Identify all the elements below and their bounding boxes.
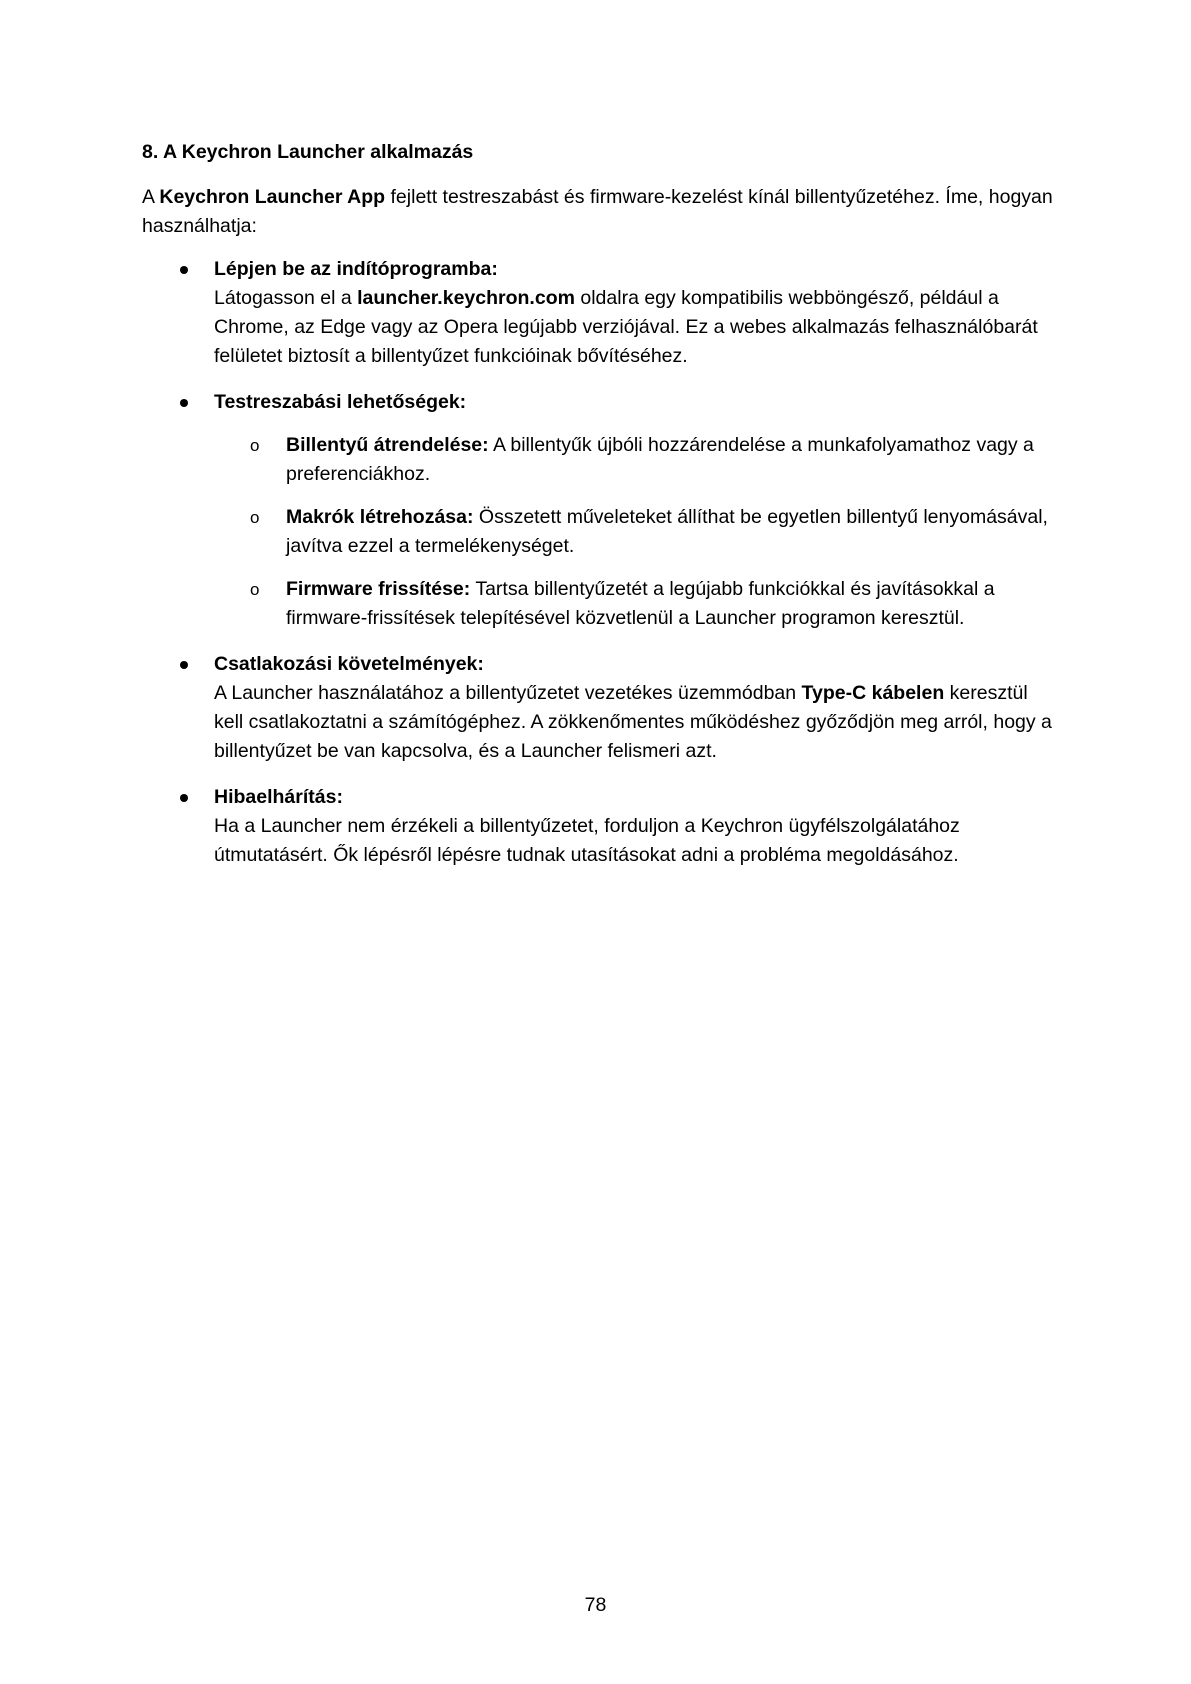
sub-bullet-list: [214, 431, 1062, 633]
sub-bullet-item: [214, 431, 1062, 489]
bullet-list: [142, 255, 1062, 870]
bullet-text-prefix: A Launcher használatához a billentyűzetet vezetékes üzemmódban: [214, 682, 802, 704]
bullet-text: [214, 287, 1038, 367]
bullet-title: Testreszabási lehetőségek:: [214, 391, 467, 413]
bullet-title: Hibaelhárítás:: [214, 786, 343, 808]
bullet-dot-icon: [180, 661, 188, 669]
sub-bullet-text: A billentyűk újbóli hozzárendelése a munkafolyamathoz vagy a preferenciákhoz.: [286, 434, 1034, 485]
intro-bold: Keychron Launcher App: [159, 186, 386, 208]
bullet-item-troubleshooting: [142, 783, 1062, 870]
bullet-item-customization: [142, 388, 1062, 633]
sub-bullet-title: Makrók létrehozása:: [286, 506, 474, 528]
bullet-dot-icon: [180, 794, 188, 802]
bullet-dot-icon: [180, 399, 188, 407]
sub-bullet-item: [214, 503, 1062, 561]
circle-bullet-icon: o: [250, 580, 260, 599]
bullet-item-launcher: [142, 255, 1062, 371]
sub-bullet-text: Tartsa billentyűzetét a legújabb funkciókkal és javításokkal a firmware-frissítések telepítésével közvetlenül a Launcher programon keresztül.: [286, 578, 995, 629]
page-number: 78: [584, 1594, 607, 1616]
sub-bullet-item: [214, 575, 1062, 633]
bullet-text-prefix: Látogasson el a: [214, 287, 358, 309]
bullet-title: Csatlakozási követelmények:: [214, 653, 484, 675]
intro-suffix: fejlett testreszabást és firmware-kezelést kínál billentyűzetéhez. Íme, hogyan használhatja:: [142, 186, 1053, 237]
bullet-text-suffix: keresztül kell csatlakoztatni a számítógéphez. A zökkenőmentes működéshez győződjön meg arról, hogy a billentyűzet be van kapcsolva, és a Launcher felismeri azt.: [214, 682, 1052, 762]
circle-bullet-icon: o: [250, 508, 260, 527]
bullet-item-connection: [142, 650, 1062, 766]
page-content: [142, 138, 1062, 887]
bullet-dot-icon: [180, 266, 188, 274]
sub-bullet-title: Billentyű átrendelése:: [286, 434, 489, 456]
launcher-url: launcher.keychron.com: [357, 287, 575, 309]
bullet-text-suffix: oldalra egy kompatibilis webböngésző, például a Chrome, az Edge vagy az Opera legújabb verziójával. Ez a webes alkalmazás felhasználóbarát felületet biztosít a billentyűzet funkcióinak bővítéséhez.: [214, 287, 1038, 367]
bullet-text: [214, 682, 1052, 762]
cable-type: Type-C kábelen: [801, 682, 945, 704]
intro-paragraph: [142, 183, 1062, 241]
sub-bullet-title: Firmware frissítése:: [286, 578, 471, 600]
circle-bullet-icon: o: [250, 436, 260, 455]
section-heading: 8. A Keychron Launcher alkalmazás: [142, 141, 474, 163]
bullet-text: Ha a Launcher nem érzékeli a billentyűzetet, forduljon a Keychron ügyfélszolgálatához útmutatásért. Ők lépésről lépésre tudnak utasításokat adni a probléma megoldásához.: [214, 815, 960, 866]
intro-prefix: A: [142, 186, 160, 208]
bullet-title: Lépjen be az indítóprogramba:: [214, 258, 498, 280]
sub-bullet-text: Összetett műveleteket állíthat be egyetlen billentyű lenyomásával, javítva ezzel a termelékenységet.: [286, 506, 1048, 557]
